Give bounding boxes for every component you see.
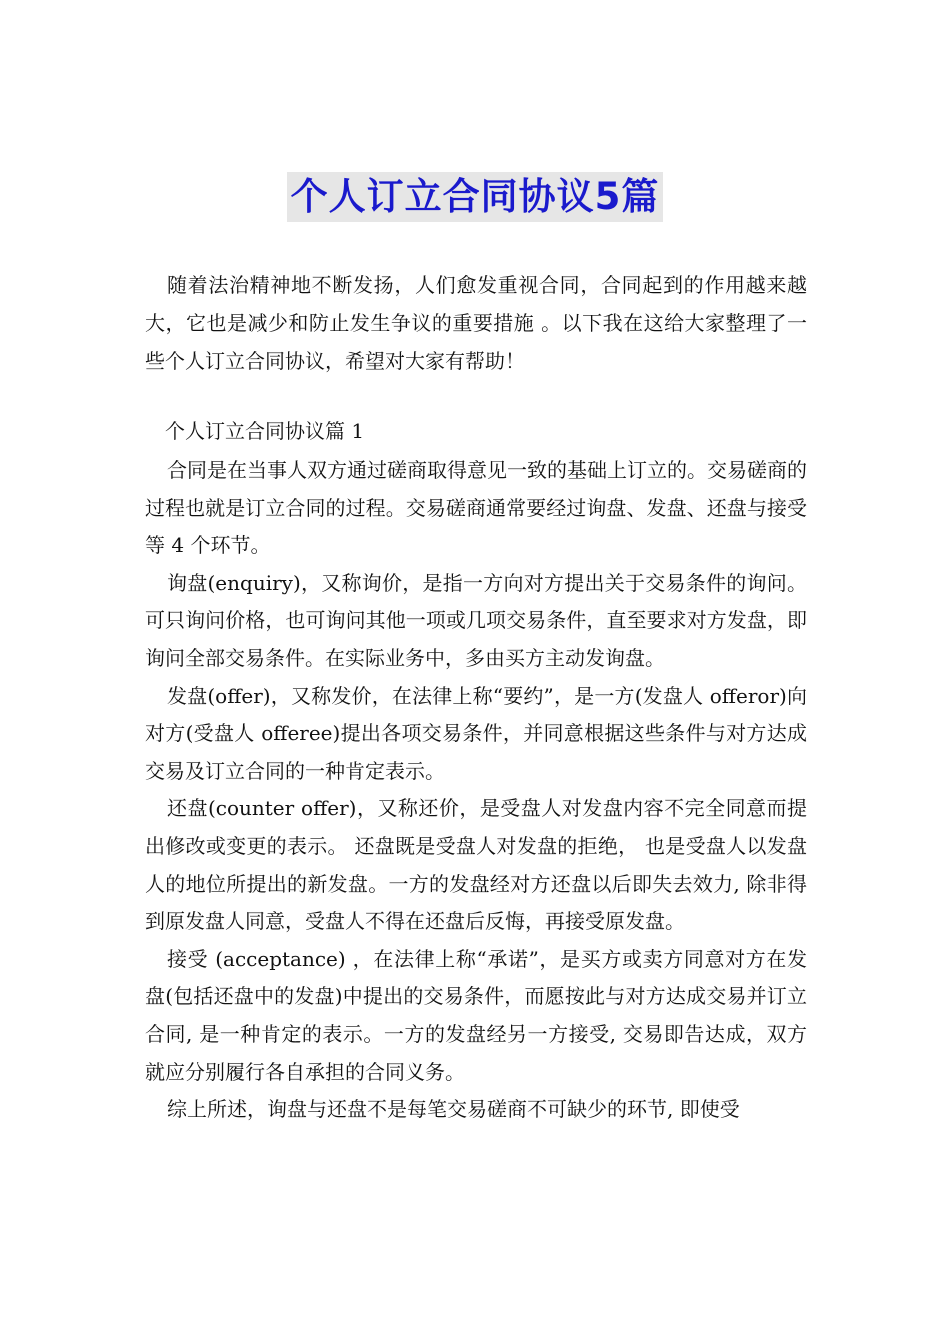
paragraph-offer: 发盘(offer)，又称发价，在法律上称“要约”，是一方(发盘人 offeror)向对方(受盘人 offeree)提出各项交易条件，并同意根据这些条件与对方达成交易及订立合同的一种肯定表示。 bbox=[145, 683, 807, 783]
section-heading: 个人订立合同协议篇 1 bbox=[165, 419, 365, 443]
paragraph-enquiry: 询盘(enquiry)，又称询价，是指一方向对方提出关于交易条件的询问。可只询问价格，也可询问其他一项或几项交易条件，直至要求对方发盘，即询问全部交易条件。在实际业务中，多由买方主动发询盘。 bbox=[145, 570, 807, 670]
title-container bbox=[0, 172, 950, 222]
paragraph-acceptance: 接受 (acceptance) ，在法律上称“承诺”，是买方或卖方同意对方在发盘(包括还盘中的发盘)中提出的交易条件，而愿按此与对方达成交易并订立合同, 是一种肯定的表示。一方的发盘经另一方接受, 交易即告达成，双方就应分别履行各自承担的合同义务。 bbox=[145, 946, 807, 1084]
paragraph-counter-offer: 还盘(counter offer)，又称还价，是受盘人对发盘内容不完全同意而提出修改或变更的表示。 还盘既是受盘人对发盘的拒绝， 也是受盘人以发盘人的地位所提出的新发盘。一方的发盘经对方还盘以后即失去效力, 除非得到原发盘人同意，受盘人不得在还盘后反悔，再接受原发盘。 bbox=[145, 796, 807, 934]
paragraph-gap bbox=[145, 380, 807, 412]
paragraph-definition: 合同是在当事人双方通过磋商取得意见一致的基础上订立的。交易磋商的过程也就是订立合同的过程。交易磋商通常要经过询盘、发盘、还盘与接受等 4 个环节。 bbox=[145, 458, 807, 558]
document-body bbox=[145, 266, 807, 1129]
paragraph-summary: 综上所述，询盘与还盘不是每笔交易磋商不可缺少的环节, 即使受 bbox=[167, 1097, 740, 1122]
document-title: 个人订立合同协议5篇 bbox=[287, 172, 664, 222]
intro-paragraph: 随着法治精神地不断发扬，人们愈发重视合同，合同起到的作用越来越大，它也是减少和防止发生争议的重要措施 。以下我在这给大家整理了一些个人订立合同协议，希望对大家有帮助！ bbox=[145, 273, 807, 373]
